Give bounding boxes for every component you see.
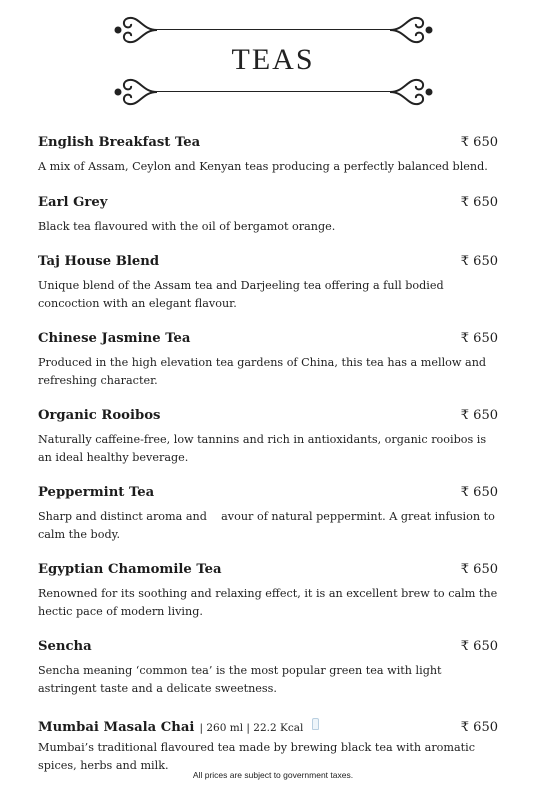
item-description: Renowned for its soothing and relaxing effect, it is an excellent brew to calm the hectic pace of modern living. bbox=[38, 587, 498, 618]
bottom-ornament bbox=[0, 72, 546, 112]
item-description: A mix of Assam, Ceylon and Kenyan teas producing a perfectly balanced blend. bbox=[38, 160, 488, 173]
item-name: Sencha bbox=[38, 639, 92, 654]
item-name: English Breakfast Tea bbox=[38, 135, 201, 150]
item-name: Taj House Blend bbox=[38, 254, 160, 269]
item-description: Sencha meaning ‘common tea’ is the most popular green tea with light astringent taste and a delicate sweetness. bbox=[38, 664, 442, 695]
item-price: ₹ 650 bbox=[460, 485, 498, 500]
item-description: Produced in the high elevation tea gardens of China, this tea has a mellow and refreshing character. bbox=[38, 356, 487, 387]
glass-bottle-icon bbox=[312, 718, 319, 730]
menu-item bbox=[38, 254, 498, 312]
item-name: Organic Rooibos bbox=[38, 408, 161, 423]
item-price: ₹ 650 bbox=[460, 720, 498, 735]
menu-item bbox=[38, 716, 498, 774]
flourish-ornament-icon bbox=[388, 74, 434, 110]
item-name: Peppermint Tea bbox=[38, 485, 155, 500]
menu-item bbox=[38, 195, 498, 236]
item-price: ₹ 650 bbox=[460, 135, 498, 150]
item-price: ₹ 650 bbox=[460, 639, 498, 654]
item-price: ₹ 650 bbox=[460, 331, 498, 346]
page-title-text: TEAS bbox=[231, 43, 315, 76]
item-description: Mumbai’s traditional flavoured tea made by brewing black tea with aromatic spices, herbs and milk. bbox=[38, 741, 476, 772]
item-meta: | 260 ml | 22.2 Kcal bbox=[199, 722, 304, 734]
item-name: Egyptian Chamomile Tea bbox=[38, 562, 222, 577]
item-price: ₹ 650 bbox=[460, 562, 498, 577]
item-price: ₹ 650 bbox=[460, 194, 498, 210]
item-price: ₹ 650 bbox=[460, 254, 498, 269]
item-description: Black tea flavoured with the oil of bergamot orange. bbox=[38, 219, 336, 233]
tax-note: All prices are subject to government taxes. bbox=[192, 770, 354, 780]
menu-list bbox=[38, 135, 498, 793]
item-price: ₹ 650 bbox=[460, 408, 498, 423]
item-name: Mumbai Masala Chai bbox=[38, 720, 195, 735]
menu-item bbox=[38, 639, 498, 697]
menu-item bbox=[38, 408, 498, 466]
item-description: Naturally caffeine-free, low tannins and rich in antioxidants, organic rooibos is an ideal healthy beverage. bbox=[38, 433, 487, 464]
flourish-ornament-icon bbox=[113, 74, 159, 110]
item-description: Unique blend of the Assam tea and Darjeeling tea offering a full bodied concoction with an elegant flavour. bbox=[38, 279, 444, 310]
item-name-group bbox=[38, 716, 319, 735]
menu-item bbox=[38, 331, 498, 389]
menu-item bbox=[38, 562, 498, 620]
menu-item bbox=[38, 485, 498, 543]
item-name: Chinese Jasmine Tea bbox=[38, 331, 191, 346]
item-description: Sharp and distinct aroma and avour of natural peppermint. A great infusion to calm the body. bbox=[38, 510, 499, 541]
menu-item bbox=[38, 135, 498, 176]
item-name: Earl Grey bbox=[38, 194, 108, 210]
